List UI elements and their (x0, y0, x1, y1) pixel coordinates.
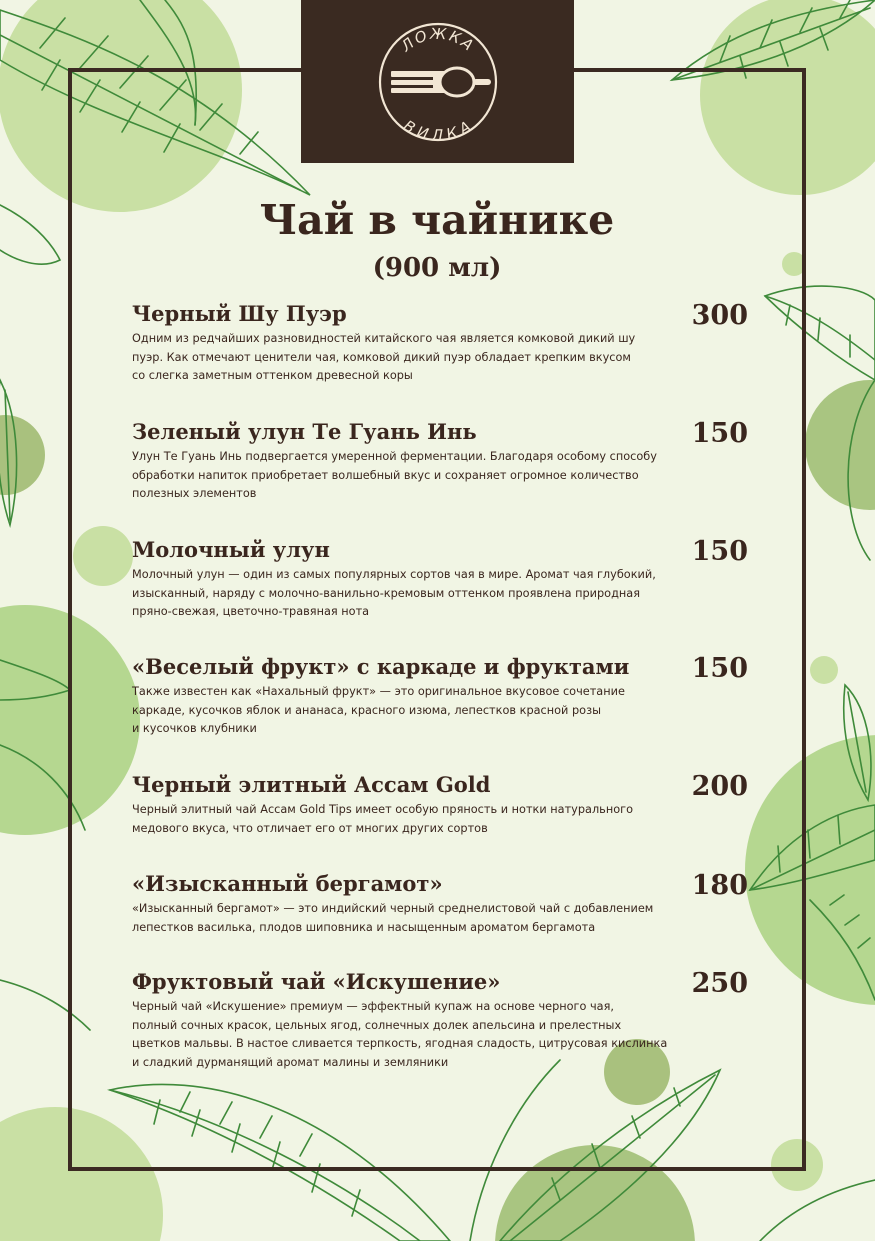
item-price: 200 (691, 771, 748, 802)
item-description (132, 801, 687, 838)
item-description (132, 900, 687, 937)
item-description (132, 448, 687, 504)
logo-top-text: ЛОЖКА (397, 24, 478, 55)
menu-subtitle: (900 мл) (372, 253, 502, 283)
item-description-line: полный сочных красок, цельных ягод, солнечных долек апельсина и прелестных (132, 1018, 622, 1032)
item-name: Фруктовый чай «Искушение» (132, 969, 501, 994)
svg-text:ЛОЖКА (396, 24, 477, 55)
item-name: Черный Шу Пуэр (132, 301, 347, 326)
item-description-line: и кусочков клубники (132, 722, 257, 735)
item-description (132, 330, 687, 386)
item-description-line: и сладкий дурманящий аромат малины и земляники (132, 1055, 449, 1069)
item-description (132, 998, 687, 1072)
item-description-line: лепестков василька, плодов шиповника и насыщенным ароматом бергамота (132, 920, 596, 934)
item-description (132, 566, 687, 622)
item-description-line: обработки напиток приобретает волшебный вкус и сохраняет огромное количество (132, 468, 639, 482)
menu-title: Чай в чайнике (259, 196, 615, 244)
item-description-line: Также известен как «Нахальный фрукт» — это оригинальное вкусовое сочетание (132, 685, 625, 698)
svg-text:ВИЛКА (400, 116, 475, 144)
item-name: «Веселый фрукт» с каркаде и фруктами (132, 654, 630, 679)
decor-circle (810, 656, 838, 684)
item-price: 150 (691, 536, 748, 567)
logo-emblem (373, 17, 503, 147)
item-description-line: Черный элитный чай Ассам Gold Tips имеет особую пряность и нотки натурального (132, 803, 633, 816)
item-description-line: пуэр. Как отмечают ценители чая, комковой дикий пуэр обладает крепким вкусом (132, 350, 631, 364)
item-description-line: Молочный улун — один из самых популярных сортов чая в мире. Аромат чая глубокий, (132, 568, 656, 581)
menu-item (132, 870, 752, 937)
menu-item (132, 536, 752, 622)
item-description-line: со слегка заметным оттенком древесной коры (132, 369, 413, 382)
menu-item (132, 771, 752, 838)
item-name: Черный элитный Ассам Gold (132, 772, 491, 797)
logo (301, 0, 574, 163)
item-name: Зеленый улун Те Гуань Инь (132, 419, 477, 444)
item-price: 300 (691, 300, 748, 331)
menu-item (132, 300, 752, 386)
item-description-line: пряно-свежая, цветочно-травяная нота (132, 605, 370, 618)
item-description-line: «Изысканный бергамот» — это индийский черный среднелистовой чай с добавлением (132, 902, 654, 915)
item-description (132, 683, 687, 739)
item-description-line: цветков мальвы. В настое сливается терпкость, ягодная сладость, цитрусовая кислинка (132, 1037, 668, 1050)
item-description-line: полезных элементов (132, 487, 257, 500)
item-name: Молочный улун (132, 537, 330, 562)
spoon-icon (440, 68, 491, 96)
menu-item (132, 418, 752, 504)
item-name: «Изысканный бергамот» (132, 871, 443, 896)
item-description-line: Одним из редчайших разновидностей китайского чая является комковой дикий шу (132, 332, 636, 345)
item-price: 180 (691, 870, 748, 901)
item-description-line: каркаде, кусочков яблок и ананаса, красного изюма, лепестков красной розы (132, 703, 601, 717)
item-description-line: изысканный, наряду с молочно-ванильно-кремовым оттенком проявлена природная (132, 586, 640, 600)
item-price: 150 (691, 653, 748, 684)
logo-bottom-text: ВИЛКА (399, 116, 476, 144)
item-description-line: Черный чай «Искушение» премиум — эффектный купаж на основе черного чая, (132, 1000, 614, 1013)
item-price: 250 (691, 968, 748, 999)
menu-item (132, 653, 752, 739)
item-description-line: Улун Те Гуань Инь подвергается умеренной ферментации. Благодаря особому способу (132, 450, 657, 463)
item-price: 150 (691, 418, 748, 449)
menu-item (132, 968, 752, 1072)
item-description-line: медового вкуса, что отличает его от многих других сортов (132, 821, 488, 835)
